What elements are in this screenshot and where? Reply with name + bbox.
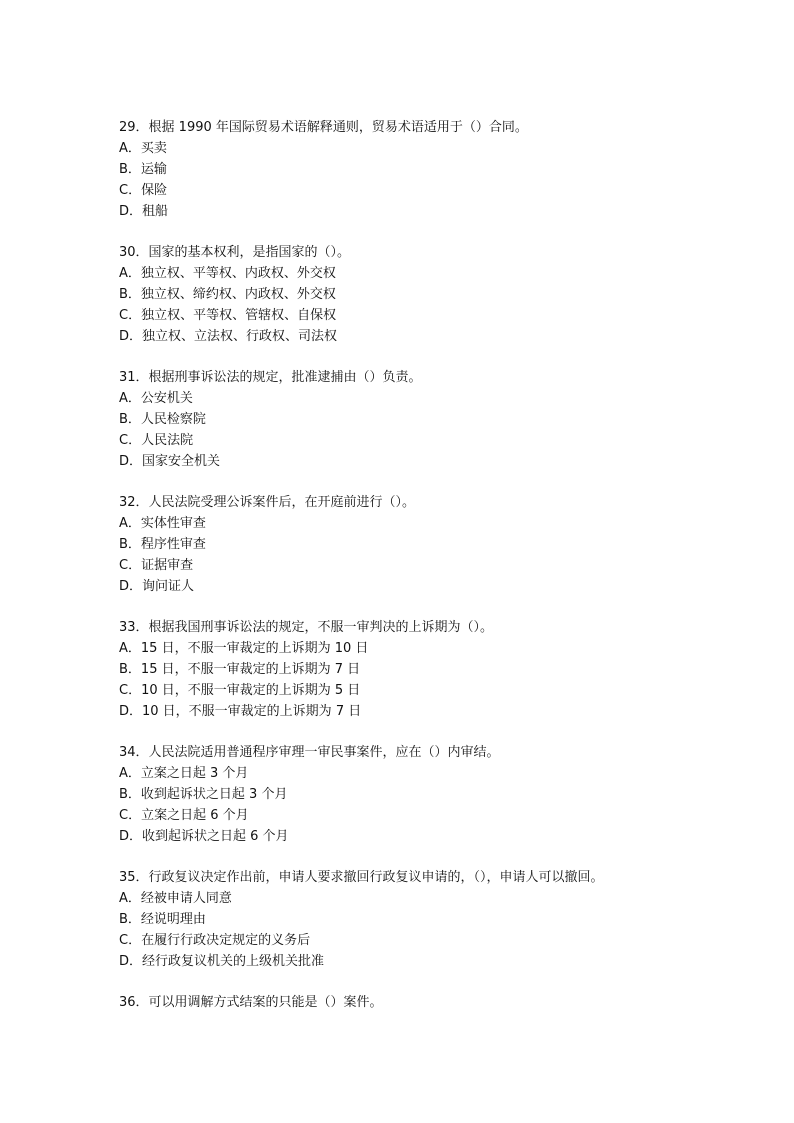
option-a: A．买卖 — [119, 141, 167, 156]
question-29 — [119, 117, 719, 222]
question-stem: 35．行政复议决定作出前，申请人要求撤回行政复议申请的，（），申请人可以撤回。 — [119, 870, 604, 885]
question-30 — [119, 242, 719, 347]
option-a: A．经被申请人同意 — [119, 891, 232, 906]
option-c: C．立案之日起 6 个月 — [119, 808, 249, 823]
document-page — [119, 117, 719, 1033]
option-d: D．租船 — [119, 204, 169, 219]
option-d: D．收到起诉状之日起 6 个月 — [119, 829, 289, 844]
option-d: D．独立权、立法权、行政权、司法权 — [119, 329, 338, 344]
question-33 — [119, 617, 719, 722]
option-a: A．公安机关 — [119, 391, 193, 406]
question-32 — [119, 492, 719, 597]
option-c: C．人民法院 — [119, 433, 194, 448]
option-b: B．收到起诉状之日起 3 个月 — [119, 787, 288, 802]
option-b: B．程序性审查 — [119, 537, 206, 552]
question-stem: 31．根据刑事诉讼法的规定，批准逮捕由（）负责。 — [119, 370, 422, 385]
question-35 — [119, 867, 719, 972]
option-d: D．10 日，不服一审裁定的上诉期为 7 日 — [119, 704, 362, 719]
option-a: A．15 日，不服一审裁定的上诉期为 10 日 — [119, 641, 369, 656]
question-stem: 30．国家的基本权利，是指国家的（）。 — [119, 245, 351, 260]
question-34 — [119, 742, 719, 847]
option-d: D．询问证人 — [119, 579, 195, 594]
option-a: A．实体性审查 — [119, 516, 206, 531]
option-b: B．运输 — [119, 162, 167, 177]
option-c: C．10 日，不服一审裁定的上诉期为 5 日 — [119, 683, 361, 698]
option-b: B．经说明理由 — [119, 912, 206, 927]
option-c: C．证据审查 — [119, 558, 194, 573]
option-c: C．在履行行政决定规定的义务后 — [119, 933, 311, 948]
question-stem: 33．根据我国刑事诉讼法的规定，不服一审判决的上诉期为（）。 — [119, 620, 494, 635]
question-stem: 32．人民法院受理公诉案件后，在开庭前进行（）。 — [119, 495, 416, 510]
option-d: D．国家安全机关 — [119, 454, 221, 469]
question-stem: 34．人民法院适用普通程序审理一审民事案件，应在（）内审结。 — [119, 745, 500, 760]
option-a: A．独立权、平等权、内政权、外交权 — [119, 266, 336, 281]
question-31 — [119, 367, 719, 472]
option-b: B．15 日，不服一审裁定的上诉期为 7 日 — [119, 662, 361, 677]
option-a: A．立案之日起 3 个月 — [119, 766, 249, 781]
option-c: C．保险 — [119, 183, 168, 198]
option-c: C．独立权、平等权、管辖权、自保权 — [119, 308, 337, 323]
question-stem: 36．可以用调解方式结案的只能是（）案件。 — [119, 995, 383, 1010]
option-b: B．人民检察院 — [119, 412, 206, 427]
option-d: D．经行政复议机关的上级机关批准 — [119, 954, 325, 969]
option-b: B．独立权、缔约权、内政权、外交权 — [119, 287, 336, 302]
question-stem: 29．根据 1990 年国际贸易术语解释通则，贸易术语适用于（）合同。 — [119, 120, 528, 135]
question-36 — [119, 992, 719, 1013]
